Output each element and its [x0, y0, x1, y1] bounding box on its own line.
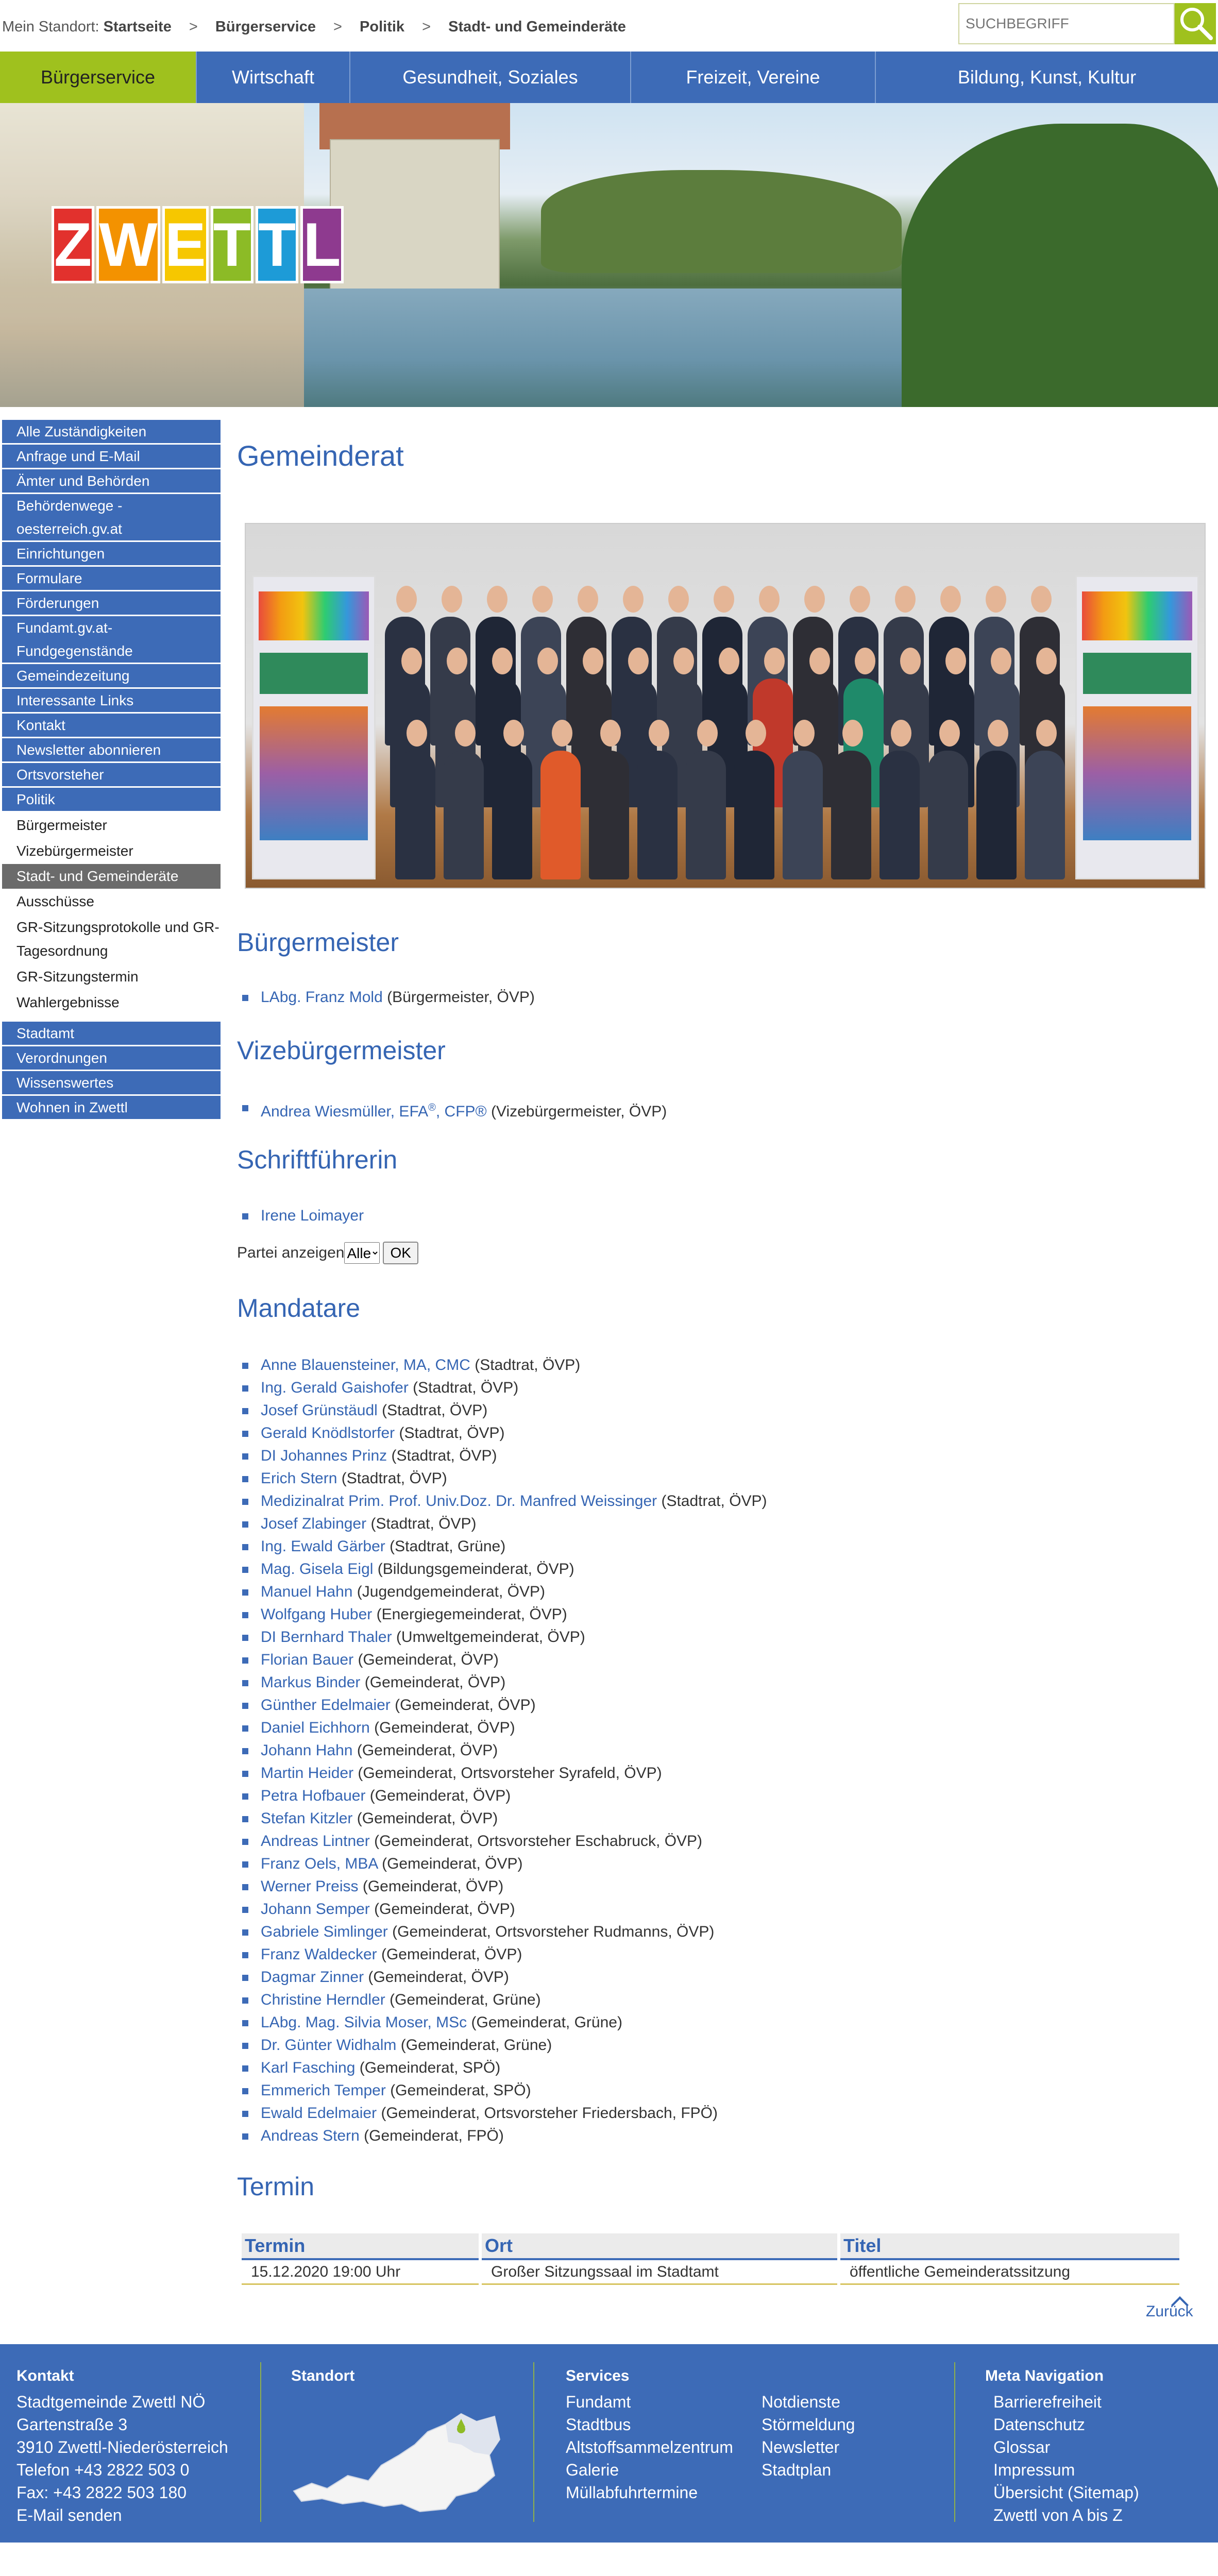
person-role: (Energiegemeinderat, ÖVP) [376, 1606, 567, 1623]
council-member-figure [637, 751, 678, 879]
sidebar-item[interactable]: Ämter und Behörden [2, 469, 221, 493]
sidebar-subitem[interactable]: GR-Sitzungsprotokolle und GR-Tagesordnung [2, 914, 221, 964]
buergermeister-list [237, 986, 535, 1009]
footer-divider [533, 2362, 534, 2522]
breadcrumb-separator: > [189, 19, 198, 35]
list-item [237, 2034, 767, 2057]
person-role: (Stadtrat, ÖVP) [413, 1379, 519, 1396]
sidebar-item[interactable]: Wissenswertes [2, 1071, 221, 1094]
logo-letter: T [256, 206, 298, 283]
footer-heading: Services [566, 2367, 630, 2384]
zwettl-logo[interactable] [52, 206, 341, 283]
person-role: (Gemeinderat, ÖVP) [362, 1878, 504, 1895]
sidebar-item[interactable]: Kontakt [2, 714, 221, 737]
council-member-figure [444, 751, 484, 879]
logo-letter: T [211, 206, 253, 283]
list-item [237, 1807, 767, 1830]
footer-services-col2 [762, 2391, 855, 2481]
list-item [237, 1603, 767, 1626]
list-item [237, 1581, 767, 1603]
person-link[interactable]: Stefan Kitzler [261, 1810, 353, 1827]
sidebar-navigation [2, 420, 221, 1121]
council-member-figure [879, 751, 920, 879]
list-item [237, 1513, 767, 1535]
footer-link[interactable]: Barrierefreiheit [993, 2393, 1102, 2411]
person-role: (Gemeinderat, ÖVP) [357, 1742, 498, 1759]
nav-freizeit-vereine[interactable]: Freizeit, Vereine [631, 52, 876, 103]
person-link[interactable]: Andreas Lintner [261, 1833, 370, 1850]
austria-map-icon[interactable] [291, 2393, 502, 2517]
person-link[interactable]: Josef Grünstäudl [261, 1402, 378, 1419]
table-cell: Großer Sitzungssaal im Stadtamt [482, 2260, 837, 2285]
person-link[interactable]: Günther Edelmaier [261, 1697, 391, 1714]
search-box [958, 3, 1216, 44]
party-select[interactable] [344, 1242, 380, 1264]
person-role: (Stadtrat, ÖVP) [370, 1515, 477, 1532]
person-role: (Stadtrat, ÖVP) [391, 1447, 497, 1464]
person-link[interactable]: Anne Blauensteiner, MA, CMC [261, 1357, 470, 1374]
footer-link[interactable]: Notdienste [762, 2393, 840, 2411]
rollup-slogan [1083, 653, 1191, 694]
filter-label: Partei anzeigen [237, 1244, 345, 1261]
person-role: (Stadtrat, ÖVP) [382, 1402, 488, 1419]
list-item [237, 1989, 767, 2011]
list-item [237, 1535, 767, 1558]
rollup-banner-right [1075, 575, 1199, 879]
person-link[interactable]: Gabriele Simlinger [261, 1923, 388, 1940]
table-header-row [242, 2233, 1179, 2260]
mandatare-list [237, 1354, 767, 2147]
logo-letter: E [162, 206, 209, 283]
footer-link[interactable]: Datenschutz [993, 2415, 1085, 2434]
council-member-figure [831, 751, 871, 879]
council-member-figure [1025, 751, 1065, 879]
person-link[interactable]: LAbg. Franz Mold [261, 989, 383, 1006]
person-role: (Umweltgemeinderat, ÖVP) [396, 1629, 585, 1646]
person-link[interactable]: Daniel Eichhorn [261, 1719, 370, 1736]
footer-text: Fax: +43 2822 503 180 [16, 2483, 187, 2502]
rollup-slogan [260, 653, 368, 694]
person-link[interactable]: Dagmar Zinner [261, 1969, 364, 1986]
list-item [237, 2102, 767, 2125]
person-link[interactable]: Manuel Hahn [261, 1583, 353, 1600]
footer-services [566, 2365, 733, 2504]
person-link[interactable]: Christine Herndler [261, 1991, 385, 2008]
sidebar-item[interactable]: Ortsvorsteher [2, 763, 221, 786]
sidebar-subitem[interactable]: Bürgermeister [2, 812, 221, 838]
nav-bildung-kunst-kultur[interactable]: Bildung, Kunst, Kultur [957, 66, 1137, 88]
banner-lake [304, 289, 974, 407]
column-header: Ort [482, 2233, 837, 2260]
sidebar-item[interactable]: Verordnungen [2, 1046, 221, 1070]
sidebar-subitem[interactable]: Wahlergebnisse [2, 990, 221, 1015]
footer-link[interactable]: Störmeldung [762, 2415, 855, 2434]
section-heading-vizebuergermeister: Vizebürgermeister [237, 1036, 446, 1065]
breadcrumb-buergerservice[interactable]: Bürgerservice [215, 19, 316, 35]
person-link[interactable]: Florian Bauer [261, 1651, 354, 1668]
logo-letter: Z [52, 206, 94, 283]
list-item [237, 1377, 767, 1399]
sidebar-item[interactable]: Einrichtungen [2, 542, 221, 565]
list-item [237, 1853, 767, 1875]
sidebar-item[interactable]: Formulare [2, 567, 221, 590]
search-icon [1176, 4, 1215, 43]
council-member-figure [928, 751, 968, 879]
person-role: (Stadtrat, ÖVP) [399, 1425, 505, 1442]
vize-list [237, 1096, 667, 1123]
sidebar-subitem[interactable]: Ausschüsse [2, 889, 221, 914]
table-cell: 15.12.2020 19:00 Uhr [242, 2260, 479, 2285]
person-link[interactable]: Ewald Edelmaier [261, 2105, 377, 2122]
back-link[interactable]: Zurück [1146, 2303, 1193, 2320]
person-link[interactable]: Franz Oels, MBA [261, 1855, 378, 1872]
footer-link[interactable]: Müllabfuhrtermine [566, 2483, 698, 2502]
list-item [237, 1875, 767, 1898]
list-item [237, 2079, 767, 2102]
banner-house [330, 139, 500, 294]
filter-ok-button[interactable]: OK [383, 1242, 418, 1264]
list-item [237, 1096, 667, 1123]
footer-link[interactable]: Newsletter [762, 2438, 840, 2456]
footer-kontakt [16, 2365, 228, 2527]
list-item [237, 1785, 767, 1807]
schrift-list [237, 1205, 364, 1227]
breadcrumb-politik[interactable]: Politik [360, 19, 405, 35]
sidebar-item[interactable]: Anfrage und E-Mail [2, 445, 221, 468]
person-link[interactable]: Erich Stern [261, 1470, 337, 1487]
person-link[interactable]: Johann Semper [261, 1901, 370, 1918]
footer-link[interactable]: Galerie [566, 2461, 619, 2479]
column-header: Termin [242, 2233, 479, 2260]
person-role: (Gemeinderat, Grüne) [471, 2014, 622, 2031]
header-banner-image [0, 103, 1218, 407]
person-role: (Gemeinderat, Grüne) [390, 1991, 541, 2008]
footer-link[interactable]: Stadtplan [762, 2461, 832, 2479]
person-role: (Gemeinderat, SPÖ) [390, 2082, 531, 2099]
council-member-figure [589, 751, 629, 879]
person-role: (Gemeinderat, ÖVP) [381, 1946, 522, 1963]
person-link[interactable]: Franz Waldecker [261, 1946, 377, 1963]
council-group-photo [245, 523, 1206, 889]
person-link[interactable]: Petra Hofbauer [261, 1787, 366, 1804]
person-link[interactable]: Martin Heider [261, 1765, 354, 1782]
list-item [237, 1558, 767, 1581]
person-link[interactable]: Emmerich Temper [261, 2082, 386, 2099]
rollup-logo [1082, 591, 1192, 640]
person-role: (Gemeinderat, ÖVP) [369, 1787, 511, 1804]
nav-buergerservice[interactable]: Bürgerservice [0, 52, 197, 103]
footer-link[interactable]: Glossar [993, 2438, 1051, 2456]
footer-link[interactable]: Impressum [993, 2461, 1075, 2479]
person-role: (Gemeinderat, ÖVP) [358, 1651, 499, 1668]
footer-text: Telefon +43 2822 503 0 [16, 2461, 190, 2479]
footer-link[interactable]: Altstoffsammelzentrum [566, 2438, 733, 2456]
person-role: (Gemeinderat, ÖVP) [382, 1855, 523, 1872]
person-link[interactable]: Medizinalrat Prim. Prof. Univ.Doz. Dr. Manfred Weissinger [261, 1493, 657, 1510]
footer-divider [954, 2362, 955, 2522]
footer-text: 3910 Zwettl-Niederösterreich [16, 2438, 228, 2456]
sidebar-item[interactable]: Alle Zuständigkeiten [2, 420, 221, 443]
section-heading-buergermeister: Bürgermeister [237, 928, 399, 957]
rollup-picture [1083, 706, 1191, 840]
sidebar-item[interactable]: Stadtamt [2, 1022, 221, 1045]
person-role: (Gemeinderat, FPÖ) [364, 2127, 504, 2144]
column-header: Titel [840, 2233, 1179, 2260]
sidebar-item[interactable]: Behördenwege - oesterreich.gv.at [2, 494, 221, 540]
footer-text: Gartenstraße 3 [16, 2415, 128, 2434]
breadcrumb-current: Stadt- und Gemeinderäte [448, 19, 626, 35]
list-item [237, 1467, 767, 1490]
list-item [237, 1694, 767, 1717]
list-item [237, 1966, 767, 1989]
list-item [237, 2057, 767, 2079]
section-heading-termin: Termin [237, 2172, 315, 2201]
person-link[interactable]: Mag. Gisela Eigl [261, 1561, 374, 1578]
sidebar-subitem[interactable]: Vizebürgermeister [2, 838, 221, 864]
main-navigation [0, 52, 1218, 103]
person-role: (Stadtrat, ÖVP) [341, 1470, 447, 1487]
search-input[interactable] [958, 3, 1175, 44]
person-role: (Gemeinderat, Ortsvorsteher Friedersbach, FPÖ) [381, 2105, 718, 2122]
person-role: (Gemeinderat, Ortsvorsteher Eschabruck, ÖVP) [374, 1833, 703, 1850]
sidebar-item[interactable]: Fundamt.gv.at-Fundgegenstände [2, 616, 221, 663]
email-link[interactable]: E-Mail senden [16, 2506, 122, 2524]
table-row [242, 2260, 1179, 2285]
party-filter [237, 1242, 418, 1264]
person-role: (Stadtrat, ÖVP) [661, 1493, 767, 1510]
person-role: (Gemeinderat, Grüne) [400, 2037, 552, 2054]
footer-heading: Standort [291, 2367, 355, 2384]
person-role: (Gemeinderat, ÖVP) [374, 1901, 515, 1918]
table-cell: öffentliche Gemeinderatssitzung [840, 2260, 1179, 2285]
person-role: (Gemeinderat, SPÖ) [359, 2059, 501, 2076]
list-item [237, 1671, 767, 1694]
sidebar-item[interactable]: Newsletter abonnieren [2, 738, 221, 761]
rollup-banner-left [252, 575, 376, 879]
list-item [237, 1490, 767, 1513]
page-title: Gemeinderat [237, 439, 404, 472]
council-member-figure [540, 751, 581, 879]
person-role: (Gemeinderat, ÖVP) [364, 1674, 506, 1691]
person-link[interactable]: LAbg. Mag. Silvia Moser, MSc [261, 2014, 467, 2031]
breadcrumb-separator: > [333, 19, 342, 35]
list-item [237, 1830, 767, 1853]
search-button[interactable] [1175, 3, 1216, 44]
person-link[interactable]: Irene Loimayer [261, 1207, 364, 1224]
list-item [237, 1921, 767, 1943]
footer-link[interactable]: Zwettl von A bis Z [993, 2506, 1123, 2524]
top-bar [0, 0, 1218, 52]
council-member-figure [686, 751, 726, 879]
person-role: (Gemeinderat, Ortsvorsteher Syrafeld, ÖVP) [358, 1765, 662, 1782]
person-role: (Bürgermeister, ÖVP) [387, 989, 535, 1006]
footer-link[interactable]: Stadtbus [566, 2415, 631, 2434]
termin-table [239, 2233, 1182, 2285]
list-item [237, 1445, 767, 1467]
rollup-picture [260, 706, 368, 840]
banner-trees [902, 124, 1218, 407]
person-role: (Bildungsgemeinderat, ÖVP) [377, 1561, 574, 1578]
list-item [237, 1649, 767, 1671]
footer-heading: Meta Navigation [985, 2367, 1104, 2384]
person-link[interactable]: Gerald Knödlstorfer [261, 1425, 395, 1442]
sidebar-item[interactable]: Gemeindezeitung [2, 664, 221, 687]
rollup-logo [259, 591, 369, 640]
person-link[interactable]: Werner Preiss [261, 1878, 359, 1895]
list-item [237, 1739, 767, 1762]
council-member-figure [395, 751, 435, 879]
person-link[interactable]: Markus Binder [261, 1674, 361, 1691]
person-link[interactable]: DI Bernhard Thaler [261, 1629, 392, 1646]
banner-trees [541, 170, 902, 273]
list-item [237, 1626, 767, 1649]
breadcrumb-prefix: Mein Standort: [2, 19, 99, 35]
person-link[interactable]: Johann Hahn [261, 1742, 353, 1759]
list-item [237, 1898, 767, 1921]
footer-link[interactable]: Übersicht (Sitemap) [993, 2483, 1139, 2502]
council-member-figure [734, 751, 774, 879]
person-role: (Gemeinderat, ÖVP) [395, 1697, 536, 1714]
footer-standort [291, 2365, 354, 2391]
list-item [237, 1354, 767, 1377]
person-link[interactable]: Josef Zlabinger [261, 1515, 367, 1532]
council-member-figure [976, 751, 1017, 879]
person-link[interactable]: Ing. Ewald Gärber [261, 1538, 385, 1555]
sidebar-subitem[interactable]: GR-Sitzungstermin [2, 964, 221, 990]
sidebar-item[interactable]: Wohnen in Zwettl [2, 1096, 221, 1119]
person-link[interactable]: Wolfgang Huber [261, 1606, 373, 1623]
sidebar-subitem-current[interactable]: Stadt- und Gemeinderäte [2, 864, 221, 889]
list-item [237, 1762, 767, 1785]
person-role: (Vizebürgermeister, ÖVP) [491, 1103, 667, 1120]
footer-heading: Kontakt [16, 2367, 74, 2384]
person-role: (Gemeinderat, Ortsvorsteher Rudmanns, ÖVP) [392, 1923, 715, 1940]
list-item [237, 1943, 767, 1966]
person-role: (Jugendgemeinderat, ÖVP) [357, 1583, 545, 1600]
breadcrumb-separator: > [422, 19, 431, 35]
nav-wirtschaft[interactable]: Wirtschaft [197, 52, 350, 103]
person-role: (Gemeinderat, ÖVP) [357, 1810, 498, 1827]
footer-meta [985, 2365, 1139, 2527]
person-role: (Gemeinderat, ÖVP) [374, 1719, 515, 1736]
person-role: (Gemeinderat, ÖVP) [368, 1969, 509, 1986]
list-item [237, 2125, 767, 2147]
person-link[interactable]: Ing. Gerald Gaishofer [261, 1379, 409, 1396]
section-heading-mandatare: Mandatare [237, 1294, 361, 1323]
list-item [237, 1422, 767, 1445]
list-item [237, 1205, 364, 1227]
footer-divider [260, 2362, 261, 2522]
logo-letter: W [96, 206, 160, 283]
person-link[interactable]: Andreas Stern [261, 2127, 360, 2144]
breadcrumb [2, 19, 626, 36]
person-link[interactable]: Andrea Wiesmüller, EFA®, CFP® [261, 1102, 487, 1120]
breadcrumb-startseite[interactable]: Startseite [103, 19, 172, 35]
sidebar-item-politik[interactable]: Politik [2, 788, 221, 811]
council-member-figure [783, 751, 823, 879]
person-link[interactable]: DI Johannes Prinz [261, 1447, 387, 1464]
list-item [237, 1717, 767, 1739]
list-item [237, 986, 535, 1009]
person-role: (Stadtrat, Grüne) [390, 1538, 506, 1555]
logo-letter: L [300, 206, 343, 283]
nav-gesundheit-soziales[interactable]: Gesundheit, Soziales [350, 52, 631, 103]
sidebar-item[interactable]: Förderungen [2, 591, 221, 615]
section-heading-schriftfuehrerin: Schriftführerin [237, 1145, 398, 1174]
person-role: (Stadtrat, ÖVP) [475, 1357, 581, 1374]
sidebar-item[interactable]: Interessante Links [2, 689, 221, 712]
person-link[interactable]: Karl Fasching [261, 2059, 356, 2076]
footer [0, 2344, 1218, 2543]
list-item [237, 1399, 767, 1422]
list-item [237, 2011, 767, 2034]
council-members-group [375, 581, 1075, 859]
council-member-figure [492, 751, 532, 879]
footer-link[interactable]: Fundamt [566, 2393, 631, 2411]
footer-text: Stadtgemeinde Zwettl NÖ [16, 2393, 206, 2411]
person-link[interactable]: Dr. Günter Widhalm [261, 2037, 397, 2054]
